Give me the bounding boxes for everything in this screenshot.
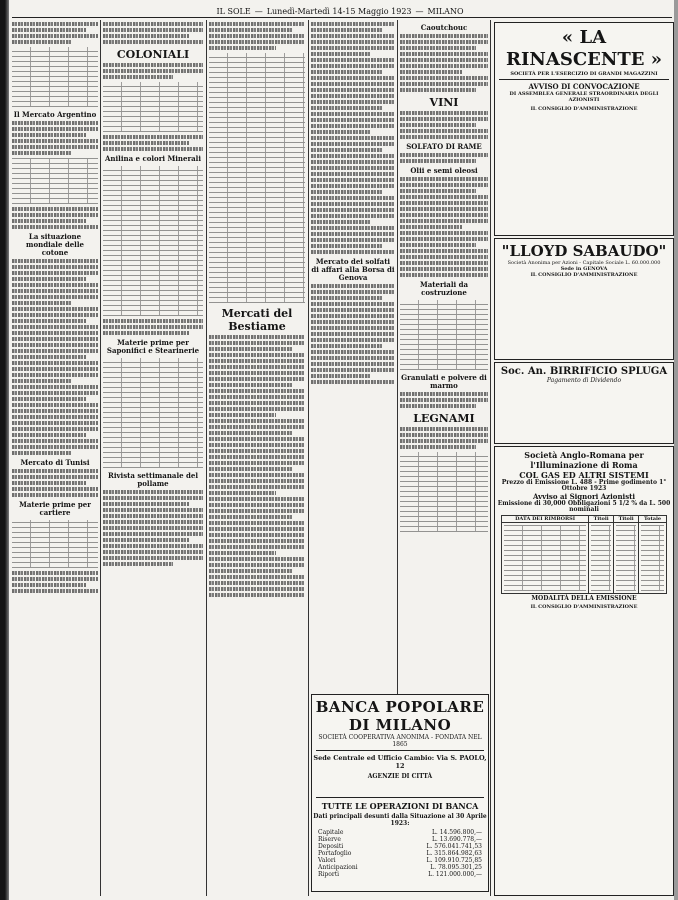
bpm-row-label: Riporti bbox=[318, 871, 340, 878]
rinascente-footer: IL CONSIGLIO D'AMMINISTRAZIONE bbox=[530, 106, 638, 112]
column-2 bbox=[103, 20, 203, 896]
masthead-sep: — bbox=[254, 6, 263, 16]
bpm-row-label: Portafoglio bbox=[318, 850, 352, 857]
bpm-data-row bbox=[312, 871, 488, 878]
bpm-data-row bbox=[312, 864, 488, 871]
ad-anglo-romana bbox=[494, 446, 674, 896]
heading-solfato: SOLFATO DI RAME bbox=[406, 142, 482, 151]
bpm-row-label: Capitale bbox=[318, 829, 344, 836]
bpm-row-value: L. 109.910.725,85 bbox=[426, 857, 482, 864]
ad-lloyd bbox=[494, 238, 674, 360]
bpm-data-row bbox=[312, 843, 488, 850]
rinascente-subtitle: SOCIETÀ PER L'ESERCIZIO DI GRANDI MAGAZZINI bbox=[510, 71, 658, 77]
bpm-data-row bbox=[312, 836, 488, 843]
column-3 bbox=[209, 20, 305, 896]
masthead-sep: — bbox=[415, 6, 424, 16]
column-1 bbox=[12, 20, 98, 896]
bpm-data-row bbox=[312, 829, 488, 836]
heading-materie-prime: Materie prime per Saponifici e Stearinerie bbox=[106, 338, 200, 355]
bpm-title: BANCA POPOLARE DI MILANO bbox=[315, 698, 485, 734]
masthead-date: Lunedì-Martedì 14-15 Maggio 1923 bbox=[266, 6, 412, 16]
rinascente-notice: AVVISO DI CONVOCAZIONE bbox=[528, 82, 640, 91]
anglo-title: Società Anglo-Romana per l'Illuminazione di Roma bbox=[524, 450, 644, 470]
heading-prodotti: Mercato dei solfati di affari alla Borsa di Genova bbox=[311, 257, 395, 282]
heading-legnami: LEGNAMI bbox=[413, 412, 475, 425]
heading-tunisi: Mercato di Tunisi bbox=[20, 458, 90, 467]
rinascente-title: « LA RINASCENTE » bbox=[506, 27, 662, 70]
heading-settimanale: Rivista settimanale del pollame bbox=[108, 471, 198, 488]
masthead bbox=[12, 5, 672, 18]
bpm-row-label: Riserve bbox=[318, 836, 341, 843]
anglo-line3: Emissione di 30,000 Obbligazioni 5 1/2 % da L. 500 nominali bbox=[497, 500, 671, 513]
bpm-situation: Dati principali desunti dalla Situazione al 30 Aprile 1923: bbox=[313, 813, 487, 827]
bpm-row-value: L. 14.596.800,— bbox=[431, 829, 482, 836]
anglo-table-title: DATA DEI RIMBORSI bbox=[502, 516, 589, 523]
bpm-row-value: L. 78.095.301,25 bbox=[430, 864, 482, 871]
bpm-row-label: Anticipazioni bbox=[318, 864, 358, 871]
masthead-paper: IL SOLE bbox=[216, 6, 251, 16]
bpm-rows bbox=[312, 829, 488, 878]
heading-argentina: Il Mercato Argentino bbox=[13, 110, 97, 119]
anglo-table-head-2: Titoli bbox=[614, 516, 639, 523]
heading-cotone: La situazione mondiale delle cotone bbox=[26, 232, 84, 257]
lloyd-subtitle: Società Anonima per Azioni - Capitale Sociale L. 60.000.000 bbox=[507, 260, 661, 266]
heading-coloniali: COLONIALI bbox=[116, 48, 190, 61]
heading-olii-minerali: Anilina e colori Minerali bbox=[105, 154, 201, 163]
lloyd-footer: IL CONSIGLIO D'AMMINISTRAZIONE bbox=[530, 272, 638, 278]
bpm-agencies: AGENZIE DI CITTÀ bbox=[367, 773, 433, 780]
column-4 bbox=[311, 20, 395, 710]
bpm-row-value: L. 13.690.778,— bbox=[431, 836, 482, 843]
bpm-row-value: L. 576.041.741,53 bbox=[426, 843, 482, 850]
heading-bestiame: Mercati del Bestiame bbox=[221, 307, 293, 333]
column-5 bbox=[400, 20, 488, 710]
bpm-subtitle: SOCIETÀ COOPERATIVA ANONIMA - FONDATA NEL 1865 bbox=[318, 734, 482, 748]
anglo-line2: Avviso ai Signori Azionisti bbox=[532, 492, 636, 501]
heading-vini: VINI bbox=[429, 96, 459, 109]
spluga-subtitle: Pagamento di Dividendo bbox=[546, 377, 622, 384]
lloyd-seat: Sede in GENOVA bbox=[560, 266, 608, 272]
lloyd-title: "LLOYD SABAUDO" bbox=[501, 242, 667, 260]
scan-edge-right bbox=[674, 0, 678, 900]
ad-rinascente bbox=[494, 22, 674, 236]
anglo-section: MODALITÀ DELLA EMISSIONE bbox=[531, 595, 637, 602]
bpm-data-row bbox=[312, 857, 488, 864]
scan-edge-left bbox=[0, 0, 9, 900]
masthead-city: MILANO bbox=[427, 6, 464, 16]
bpm-row-value: L. 315.864.982,63 bbox=[426, 850, 482, 857]
anglo-table-head-1: Titoli bbox=[589, 516, 614, 523]
bpm-row-label: Depositi bbox=[318, 843, 344, 850]
bpm-data-row bbox=[312, 850, 488, 857]
bpm-seat: Sede Centrale ed Ufficio Cambio: Via S. PAOLO, 12 bbox=[313, 754, 487, 770]
bpm-row-label: Valori bbox=[318, 857, 336, 864]
anglo-table-head-3: Totale bbox=[639, 516, 667, 523]
anglo-subtitle: COL GAS ED ALTRI SISTEMI bbox=[519, 470, 649, 480]
anglo-table bbox=[501, 515, 667, 594]
bpm-ops: TUTTE LE OPERAZIONI DI BANCA bbox=[321, 801, 479, 811]
bpm-row-value: L. 121.000.000,— bbox=[428, 871, 482, 878]
heading-caoutchouc: Caoutchouc bbox=[420, 23, 468, 32]
heading-olii: Olii e semi oleosi bbox=[410, 166, 478, 175]
ad-spluga bbox=[494, 362, 674, 444]
heading-materiali: Materiali da costruzione bbox=[419, 280, 469, 297]
ad-banca-popolare bbox=[311, 694, 489, 892]
heading-granulati: Granulati e polvere di marmo bbox=[401, 373, 487, 390]
spluga-title: Soc. An. BIRRIFICIO SPLUGA bbox=[500, 366, 668, 377]
anglo-footer: IL CONSIGLIO D'AMMINISTRAZIONE bbox=[530, 604, 638, 610]
heading-materie: Materie prime per cartiere bbox=[19, 500, 91, 517]
rinascente-notice-sub: DI ASSEMBLEA GENERALE STRAORDINARIA DEGLI AZIONISTI bbox=[509, 91, 659, 103]
anglo-line1: Prezzo di Emissione L. 488 - Prime godimento 1° Ottobre 1923 bbox=[501, 479, 667, 492]
